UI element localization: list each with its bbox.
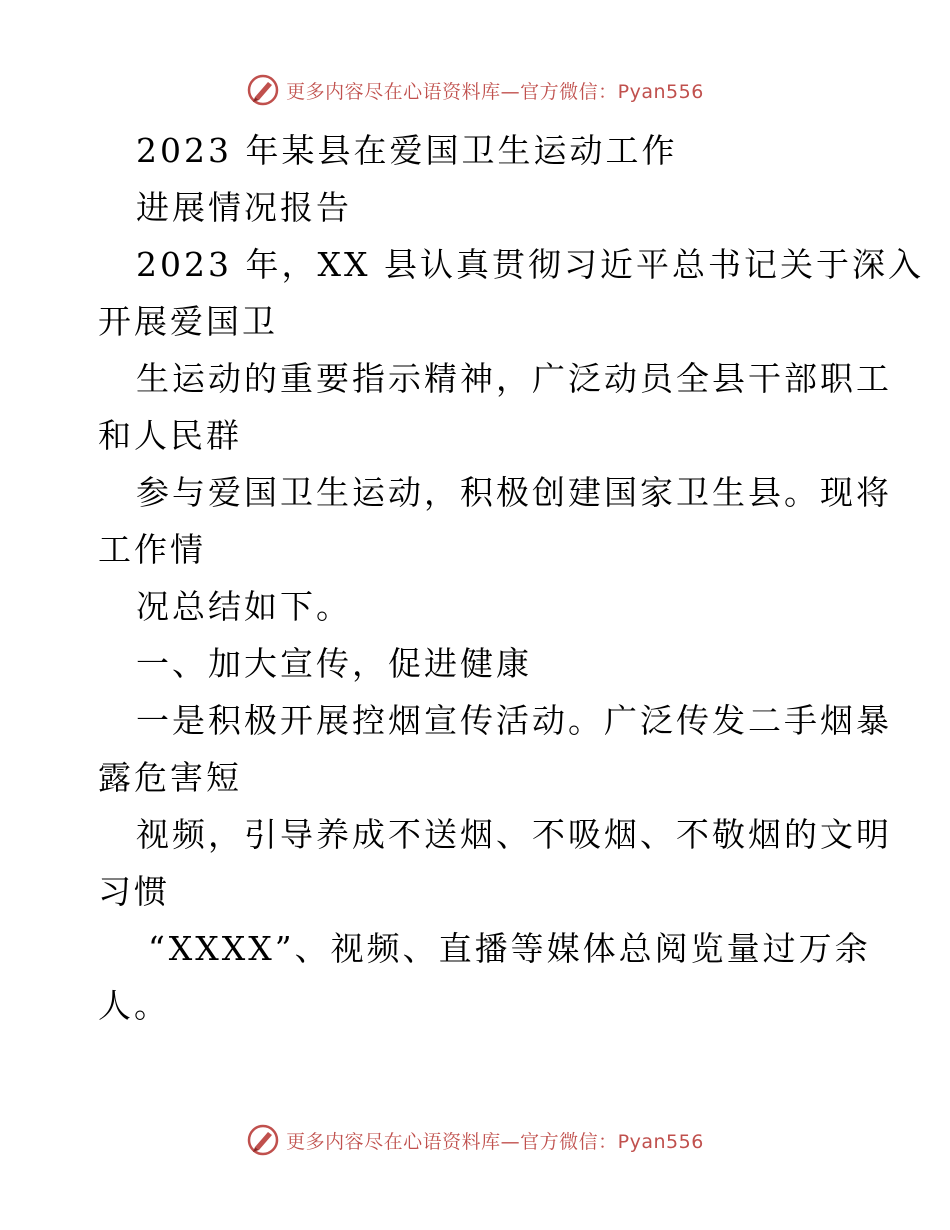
paragraph-line: 一是积极开展控烟宣传活动。广泛传发二手烟暴 [136, 701, 892, 740]
paragraph-line: 和人民群 [98, 416, 242, 455]
watermark-text: 更多内容尽在心语资料库—官方微信：Pyan556 [286, 1130, 704, 1153]
pen-logo-icon [246, 1123, 280, 1157]
paragraph-line: 视频，引导养成不送烟、不吸烟、不敬烟的文明 [136, 815, 892, 854]
paragraph-line: “XXXX”、视频、直播等媒体总阅览量过万余 [148, 929, 871, 968]
section-heading: 一、加大宣传，促进健康 [136, 644, 532, 683]
title-line-1: 2023 年某县在爱国卫生运动工作 [136, 131, 678, 170]
pen-logo-icon [246, 73, 280, 107]
paragraph-line: 开展爱国卫 [98, 302, 278, 341]
paragraph-line: 习惯 [98, 872, 170, 911]
paragraph-line: 露危害短 [98, 758, 242, 797]
paragraph-line: 参与爱国卫生运动，积极创建国家卫生县。现将 [136, 473, 892, 512]
paragraph-line: 况总结如下。 [136, 587, 352, 626]
paragraph-line: 人。 [98, 986, 170, 1025]
paragraph-line: 生运动的重要指示精神，广泛动员全县干部职工 [136, 359, 892, 398]
footer-watermark [0, 1120, 950, 1160]
header-watermark [0, 70, 950, 110]
title-line-2: 进展情况报告 [136, 188, 352, 227]
watermark-text: 更多内容尽在心语资料库—官方微信：Pyan556 [286, 80, 704, 103]
paragraph-line: 工作情 [98, 530, 206, 569]
document-body [98, 122, 924, 1034]
paragraph-line: 2023 年，XX 县认真贯彻习近平总书记关于深入 [136, 245, 924, 284]
